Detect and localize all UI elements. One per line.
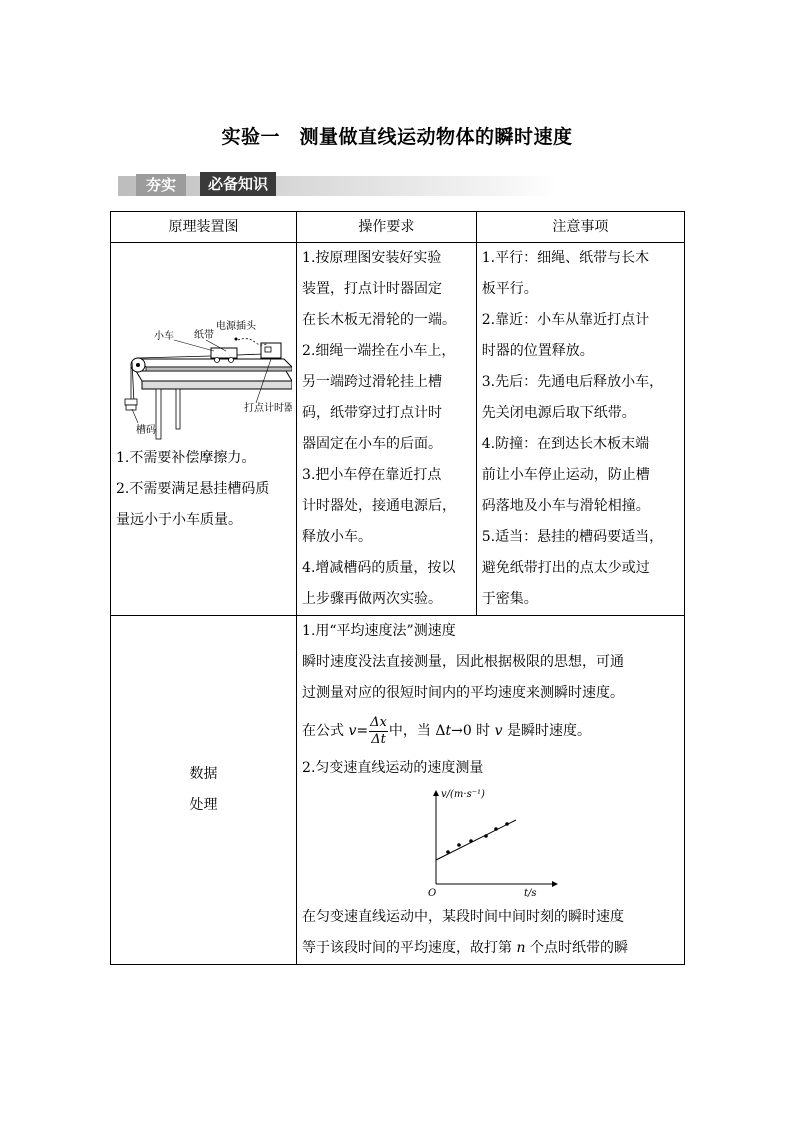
data-line-3: 过测量对应的很短时间内的平均速度来测瞬时速度。 <box>302 685 625 701</box>
operation-line: 码，纸带穿过打点计时 <box>302 405 443 421</box>
data-line-5: 2.匀变速直线运动的速度测量 <box>302 760 484 776</box>
notes-line: 于密集。 <box>481 591 538 607</box>
table-row-data <box>111 616 685 965</box>
apparatus-svg <box>116 243 292 443</box>
data-point <box>505 822 509 826</box>
notes-line: 码落地及小车与滑轮相撞。 <box>481 498 650 514</box>
principle-note-1: 1.不需要补偿摩擦力。 <box>116 450 256 466</box>
section-banner <box>118 172 558 198</box>
data-point <box>446 850 450 854</box>
header-notes: 注意事项 <box>476 212 684 243</box>
notes-line: 先关闭电源后取下纸带。 <box>481 405 636 421</box>
operation-line: 1.按原理图安装好实验 <box>302 250 442 266</box>
cell-principle <box>111 243 297 616</box>
notes-line: 时器的位置释放。 <box>481 343 594 359</box>
label-timer: 打点计时器 <box>244 403 292 414</box>
operation-line: 4.增减槽码的质量，按以 <box>302 560 456 576</box>
data-line-6: 在匀变速直线运动中，某段时间中间时刻的瞬时速度 <box>302 909 625 925</box>
operation-line: 器固定在小车的后面。 <box>302 436 443 452</box>
table-row-main <box>111 243 685 616</box>
cell-data-label <box>111 616 297 965</box>
header-principle: 原理装置图 <box>111 212 297 243</box>
operation-line: 计时器处，接通电源后， <box>302 498 457 514</box>
data-point <box>484 834 488 838</box>
notes-line: 1.平行：细绳、纸带与长木 <box>481 250 650 266</box>
page-title: 实验一 测量做直线运动物体的瞬时速度 <box>221 126 573 148</box>
data-label-1: 数据 <box>189 766 218 782</box>
operation-line: 3.把小车停在靠近打点 <box>302 467 442 483</box>
operation-line: 2.细绳一端拴在小车上， <box>302 343 456 359</box>
graph-y-label: v/(m·s⁻¹) <box>441 789 485 800</box>
data-point <box>469 839 473 843</box>
data-line-7: 等于该段时间的平均速度，故打第 n 个点时纸带的瞬 <box>302 940 628 956</box>
data-point <box>457 843 461 847</box>
data-point <box>494 827 498 831</box>
cell-notes <box>476 243 684 616</box>
banner-tag-solid: 夯实 <box>136 174 186 196</box>
label-cart: 小车 <box>154 331 174 342</box>
vt-graph <box>302 784 679 902</box>
formula-line: 在公式 v= $\frac{\Delta x}{\Delta t}$ 中，当 Δt→0 时 v 是瞬时速度。 <box>302 714 592 747</box>
banner-tag-knowledge: 必备知识 <box>200 172 276 196</box>
formula-fraction: $\frac{\Delta x}{\Delta t}$ <box>370 714 387 747</box>
data-line-1: 1.用“平均速度法”测速度 <box>302 623 456 639</box>
notes-line: 前让小车停止运动，防止槽 <box>481 467 650 483</box>
apparatus-diagram <box>116 243 291 443</box>
data-label-2: 处理 <box>189 797 218 813</box>
notes-line: 2.靠近：小车从靠近打点计 <box>481 312 650 328</box>
label-weight: 槽码 <box>136 425 156 436</box>
cell-operation <box>297 243 477 616</box>
experiment-table <box>110 211 685 965</box>
operation-line: 在长木板无滑轮的一端。 <box>302 312 457 328</box>
header-operation: 操作要求 <box>297 212 477 243</box>
data-line-2: 瞬时速度没法直接测量，因此根据极限的思想，可通 <box>302 654 625 670</box>
graph-x-label: t/s <box>524 888 537 899</box>
vt-graph-svg <box>302 784 675 902</box>
operation-line: 装置，打点计时器固定 <box>302 281 443 297</box>
operation-line: 释放小车。 <box>302 529 373 545</box>
notes-line: 3.先后：先通电后释放小车， <box>481 374 664 390</box>
principle-note-2: 2.不需要满足悬挂槽码质 <box>116 481 270 497</box>
cell-data-content <box>297 616 685 965</box>
operation-line: 另一端跨过滑轮挂上槽 <box>302 374 443 390</box>
notes-line: 5.适当：悬挂的槽码要适当， <box>481 529 664 545</box>
table-header-row <box>111 212 685 243</box>
label-tape: 纸带 <box>194 330 214 341</box>
principle-note-3: 量远小于小车质量。 <box>116 512 242 528</box>
notes-line: 避免纸带打出的点太少或过 <box>481 560 650 576</box>
notes-line: 4.防撞：在到达长木板末端 <box>481 436 650 452</box>
notes-line: 板平行。 <box>481 281 538 297</box>
label-plug: 电源插头 <box>216 321 256 332</box>
graph-origin: O <box>428 888 437 899</box>
operation-line: 上步骤再做两次实验。 <box>302 591 443 607</box>
